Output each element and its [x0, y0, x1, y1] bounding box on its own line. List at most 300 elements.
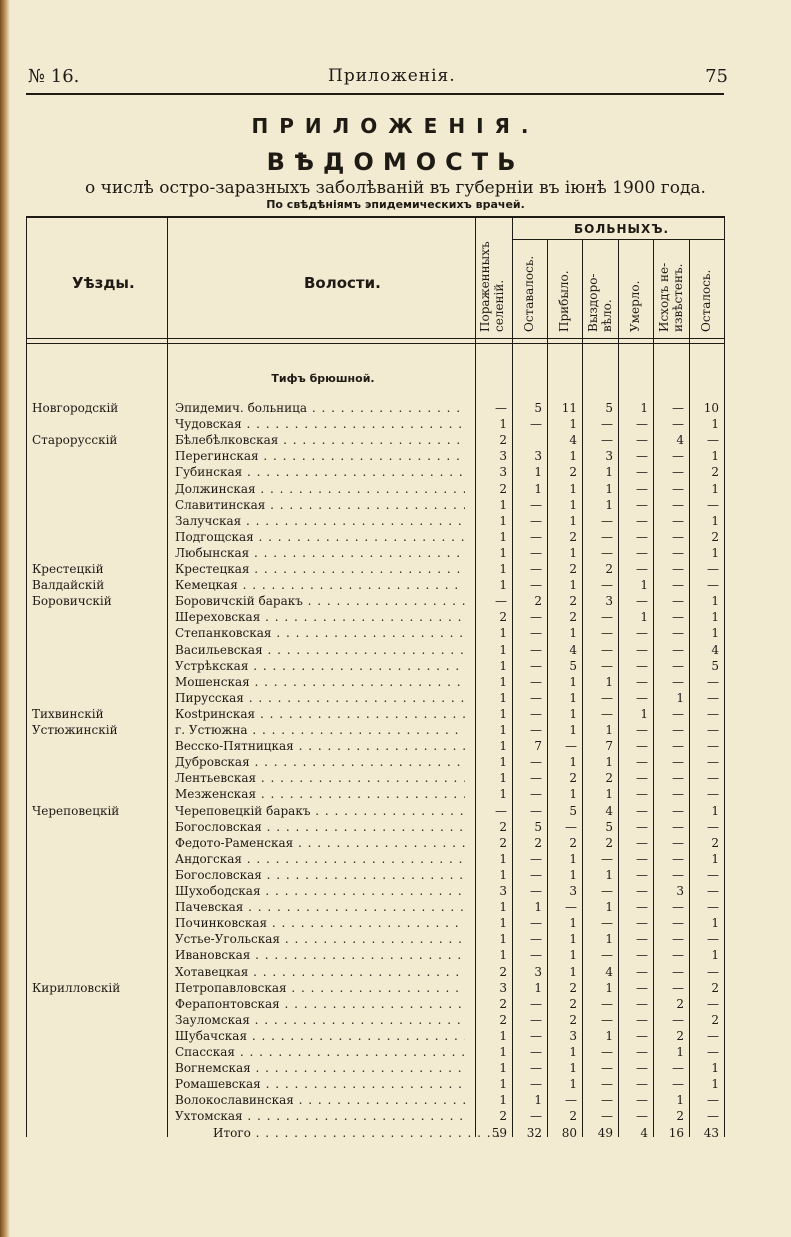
value-cell: 2 — [711, 980, 719, 995]
uezd-cell: Череповецкій — [32, 803, 120, 818]
value-cell: 1 — [605, 674, 613, 689]
value-cell: 1 — [569, 964, 577, 979]
value-cell: 1 — [605, 723, 613, 737]
value-cell: — — [636, 948, 648, 963]
value-cell: 5 — [569, 658, 577, 673]
value-cell: — — [672, 867, 684, 882]
value-cell: 2 — [711, 465, 719, 480]
value-cell: — — [636, 1109, 648, 1124]
value-cell: 1 — [499, 948, 507, 963]
value-cell: 2 — [605, 835, 613, 850]
value-cell: — — [707, 674, 719, 689]
value-cell: — — [565, 900, 577, 915]
value-cell: 1 — [499, 658, 507, 673]
value-cell: — — [636, 835, 648, 850]
value-cell: — — [530, 771, 542, 786]
value-cell: — — [530, 851, 542, 866]
value-cell: — — [530, 867, 542, 882]
table-row — [26, 706, 726, 723]
value-cell: 2 — [605, 771, 613, 786]
value-cell: 1 — [499, 851, 507, 866]
value-cell: 1 — [534, 465, 542, 480]
value-cell: — — [636, 980, 648, 995]
value-cell: — — [636, 723, 648, 737]
table-row — [26, 899, 726, 916]
value-cell: 7 — [605, 739, 613, 754]
volost-cell: Залучская . . . — [175, 513, 465, 530]
value-cell: 3 — [676, 884, 684, 898]
value-cell: — — [707, 996, 719, 1011]
value-cell: 1 — [711, 916, 719, 931]
value-cell: 2 — [569, 1012, 577, 1027]
value-cell: 3 — [605, 449, 613, 464]
value-cell: 5 — [569, 803, 577, 818]
value-cell: — — [707, 739, 719, 754]
value-cell: 1 — [569, 626, 577, 641]
value-cell: — — [707, 723, 719, 737]
value-cell: — — [636, 1045, 648, 1059]
table-row — [26, 642, 726, 659]
value-cell: — — [672, 851, 684, 866]
value-cell: — — [672, 739, 684, 754]
value-cell: 1 — [711, 948, 719, 963]
value-cell: 1 — [605, 787, 613, 802]
value-cell: 1 — [499, 723, 507, 737]
value-cell: 4 — [569, 433, 577, 448]
value-cell: — — [672, 401, 684, 415]
value-cell: 2 — [711, 835, 719, 850]
value-cell: 2 — [499, 1109, 507, 1124]
value-cell: 1 — [569, 706, 577, 721]
volost-cell: Вогнемская . . . — [175, 1060, 465, 1077]
table-row — [26, 448, 726, 465]
value-cell: — — [636, 1077, 648, 1092]
table-row — [26, 1092, 726, 1109]
table-row — [26, 738, 726, 755]
value-cell: 1 — [711, 449, 719, 464]
value-cell: — — [707, 932, 719, 947]
value-cell: — — [636, 1061, 648, 1076]
value-cell: — — [672, 900, 684, 915]
value-cell: — — [636, 755, 648, 770]
table-row — [26, 513, 726, 530]
volost-cell: Спасская . . . — [175, 1044, 465, 1061]
value-cell: — — [636, 771, 648, 786]
value-cell: 3 — [499, 449, 507, 464]
value-cell: — — [601, 626, 613, 641]
volost-cell: Весско-Пятницкая . . . — [175, 738, 465, 755]
value-cell: — — [672, 1012, 684, 1027]
table-row — [26, 1012, 726, 1029]
page-issue: № 16. — [28, 66, 80, 87]
value-cell: — — [530, 803, 542, 818]
value-cell: — — [530, 1061, 542, 1076]
value-cell: 1 — [640, 401, 648, 415]
volost-cell: Степанковская . . . — [175, 625, 465, 642]
value-cell: — — [707, 578, 719, 593]
value-cell: — — [636, 787, 648, 802]
value-cell: 1 — [569, 916, 577, 931]
table-row — [26, 625, 726, 642]
value-cell: — — [672, 626, 684, 641]
volost-cell: Подгощская . . . — [175, 529, 465, 546]
value-cell: — — [636, 964, 648, 979]
value-cell: 1 — [569, 1045, 577, 1059]
value-cell: 80 — [561, 1125, 577, 1140]
value-cell: — — [530, 642, 542, 657]
value-cell: 3 — [534, 964, 542, 979]
table-row — [26, 947, 726, 964]
value-cell: 10 — [703, 401, 719, 415]
value-cell: 4 — [569, 642, 577, 657]
value-cell: 2 — [569, 594, 577, 609]
table-row — [26, 996, 726, 1013]
value-cell: 2 — [499, 1012, 507, 1027]
value-cell: 2 — [499, 610, 507, 625]
table-row — [26, 980, 726, 997]
value-cell: 1 — [569, 1077, 577, 1092]
table-row — [26, 593, 726, 610]
table-row — [26, 416, 726, 433]
value-cell: — — [601, 1077, 613, 1092]
value-cell: — — [672, 916, 684, 931]
value-cell: 1 — [499, 706, 507, 721]
value-cell: — — [530, 610, 542, 625]
value-cell: — — [495, 401, 507, 415]
value-cell: — — [530, 529, 542, 544]
value-cell: — — [707, 771, 719, 786]
value-cell: — — [672, 819, 684, 834]
value-cell: — — [672, 594, 684, 609]
table-top-rule — [26, 216, 724, 218]
value-cell: — — [636, 449, 648, 464]
value-cell: — — [530, 932, 542, 947]
value-cell: — — [530, 690, 542, 705]
value-cell: — — [601, 642, 613, 657]
value-cell: 2 — [499, 835, 507, 850]
value-cell: 1 — [569, 723, 577, 737]
value-cell: — — [530, 545, 542, 560]
value-cell: 1 — [534, 900, 542, 915]
value-cell: 2 — [499, 819, 507, 834]
value-cell: 1 — [499, 900, 507, 915]
value-cell: 3 — [499, 980, 507, 995]
value-cell: 1 — [499, 513, 507, 528]
value-cell: 43 — [703, 1125, 719, 1140]
value-cell: 1 — [569, 497, 577, 512]
table-row — [26, 577, 726, 594]
volost-cell: Должинская . . . — [175, 481, 465, 498]
volost-cell: Лентьевская . . . — [175, 770, 465, 787]
value-cell: 4 — [605, 803, 613, 818]
value-cell: — — [707, 433, 719, 448]
value-cell: 2 — [569, 835, 577, 850]
value-cell: — — [707, 562, 719, 576]
value-cell: — — [530, 884, 542, 898]
header-arrived: Прибыло. — [557, 270, 571, 332]
value-cell: — — [672, 497, 684, 512]
value-cell: 1 — [711, 545, 719, 560]
value-cell: — — [707, 964, 719, 979]
value-cell: 1 — [499, 1077, 507, 1092]
header-left: Осталось. — [699, 269, 713, 332]
volost-cell: Чудовская . . . — [175, 416, 465, 433]
value-cell: 1 — [499, 932, 507, 947]
value-cell: — — [672, 771, 684, 786]
value-cell: 59 — [491, 1125, 507, 1140]
value-cell: — — [601, 948, 613, 963]
value-cell: — — [672, 562, 684, 576]
volost-cell: Мезженская . . . — [175, 786, 465, 803]
table-row — [26, 529, 726, 546]
value-cell: — — [672, 642, 684, 657]
table-row — [26, 464, 726, 481]
volost-cell: Пачевская . . . — [175, 899, 465, 916]
table-row — [26, 1108, 726, 1125]
value-cell: 1 — [499, 497, 507, 512]
table-row — [26, 803, 726, 820]
value-cell: 1 — [676, 1045, 684, 1059]
table-total-row — [26, 1125, 726, 1142]
value-cell: — — [707, 819, 719, 834]
value-cell: 1 — [569, 545, 577, 560]
value-cell: 2 — [569, 980, 577, 995]
value-cell: 4 — [711, 642, 719, 657]
value-cell: 2 — [499, 964, 507, 979]
value-cell: 1 — [499, 755, 507, 770]
value-cell: 3 — [499, 465, 507, 480]
value-cell: 1 — [569, 417, 577, 432]
value-cell: 1 — [605, 497, 613, 512]
disease-section-title: Тифъ брюшной. — [271, 372, 375, 385]
uezd-cell: Крестецкій — [32, 562, 104, 576]
value-cell: 1 — [534, 481, 542, 496]
value-cell: 7 — [534, 739, 542, 754]
value-cell: — — [636, 545, 648, 560]
table-row — [26, 658, 726, 675]
value-cell: — — [636, 803, 648, 818]
value-cell: — — [672, 529, 684, 544]
value-cell: — — [672, 964, 684, 979]
volost-cell: Ухтомская . . . — [175, 1108, 465, 1125]
value-cell: 2 — [676, 996, 684, 1011]
value-cell: — — [565, 739, 577, 754]
value-cell: — — [495, 594, 507, 609]
data-source: По свѣдѣніямъ эпидемическихъ врачей. — [266, 198, 525, 211]
value-cell: — — [636, 1093, 648, 1108]
value-cell: — — [530, 578, 542, 593]
volost-cell: Эпидемич. больница . . . — [175, 400, 465, 417]
volost-cell: Зауломская . . . — [175, 1012, 465, 1029]
value-cell: — — [636, 1012, 648, 1027]
value-cell: 1 — [605, 932, 613, 947]
volost-cell: Хотавецкая . . . — [175, 964, 465, 981]
volost-cell: Пирусская . . . — [175, 690, 465, 707]
table-row — [26, 819, 726, 836]
value-cell: — — [530, 787, 542, 802]
value-cell: — — [495, 803, 507, 818]
volost-cell: Волокославинская . . . — [175, 1092, 465, 1109]
value-cell: — — [636, 642, 648, 657]
volost-cell: Петропавловская . . . — [175, 980, 465, 997]
value-cell: — — [636, 900, 648, 915]
uezd-cell: Кирилловскій — [32, 980, 121, 995]
value-cell: 3 — [569, 884, 577, 898]
volost-cell: Устрѣкская . . . — [175, 658, 465, 675]
value-cell: 1 — [605, 755, 613, 770]
volost-cell: Федото-Раменская . . . — [175, 835, 465, 852]
value-cell: 1 — [499, 916, 507, 931]
volost-cell: Любынская . . . — [175, 545, 465, 562]
value-cell: — — [672, 723, 684, 737]
value-cell: — — [601, 658, 613, 673]
value-cell: 1 — [640, 610, 648, 625]
table-row — [26, 851, 726, 868]
value-cell: 1 — [711, 851, 719, 866]
value-cell: 11 — [561, 401, 577, 415]
uezd-cell: Тихвинскій — [32, 706, 104, 721]
value-cell: — — [530, 755, 542, 770]
value-cell: — — [707, 787, 719, 802]
table-row — [26, 674, 726, 691]
volost-cell: Ивановская . . . — [175, 947, 465, 964]
value-cell: 1 — [534, 980, 542, 995]
value-cell: — — [672, 1077, 684, 1092]
value-cell: 1 — [569, 513, 577, 528]
value-cell: — — [530, 513, 542, 528]
value-cell: 1 — [499, 690, 507, 705]
table-row — [26, 1044, 726, 1061]
value-cell: — — [601, 417, 613, 432]
header-bottom-rule — [26, 338, 724, 339]
value-cell: 1 — [569, 948, 577, 963]
value-cell: 2 — [499, 481, 507, 496]
volost-cell: Мошенская . . . — [175, 674, 465, 691]
value-cell: 2 — [569, 529, 577, 544]
header-remained: Оставалось. — [522, 255, 536, 332]
volost-cell: Кostринская . . . — [175, 706, 465, 723]
value-cell: — — [601, 610, 613, 625]
value-cell: 3 — [534, 449, 542, 464]
value-cell: — — [672, 481, 684, 496]
value-cell: 1 — [569, 851, 577, 866]
value-cell: — — [636, 819, 648, 834]
value-cell: — — [601, 1012, 613, 1027]
value-cell: 1 — [499, 867, 507, 882]
value-cell: 2 — [605, 562, 613, 576]
table-row — [26, 481, 726, 498]
value-cell: 1 — [676, 690, 684, 705]
value-cell: — — [636, 433, 648, 448]
table-row — [26, 1028, 726, 1045]
value-cell: — — [530, 723, 542, 737]
value-cell: — — [672, 610, 684, 625]
value-cell: — — [601, 433, 613, 448]
value-cell: 1 — [640, 706, 648, 721]
value-cell: — — [601, 851, 613, 866]
value-cell: — — [672, 578, 684, 593]
value-cell: — — [601, 1061, 613, 1076]
value-cell: 1 — [499, 1045, 507, 1059]
uezd-cell: Устюжинскій — [32, 723, 118, 737]
uezd-cell: Боровичскій — [32, 594, 112, 609]
value-cell: — — [636, 529, 648, 544]
value-cell: 1 — [499, 545, 507, 560]
value-cell: — — [601, 545, 613, 560]
value-cell: 1 — [569, 1061, 577, 1076]
value-cell: 1 — [499, 417, 507, 432]
value-cell: — — [672, 755, 684, 770]
value-cell: — — [636, 674, 648, 689]
value-cell: 1 — [569, 787, 577, 802]
volost-cell: Богословская . . . — [175, 867, 465, 884]
volost-cell: Устье-Угольская . . . — [175, 931, 465, 948]
value-cell: 1 — [711, 626, 719, 641]
table-row — [26, 770, 726, 787]
value-cell: — — [601, 513, 613, 528]
value-cell: 5 — [534, 401, 542, 415]
volost-cell: Ромашевская . . . — [175, 1076, 465, 1093]
table-row — [26, 964, 726, 981]
value-cell: 1 — [605, 867, 613, 882]
table-row — [26, 400, 726, 417]
value-cell: — — [707, 755, 719, 770]
value-cell: — — [672, 658, 684, 673]
value-cell: — — [672, 1061, 684, 1076]
value-cell: 1 — [569, 449, 577, 464]
value-cell: 2 — [676, 1109, 684, 1124]
value-cell: — — [530, 562, 542, 576]
value-cell: 1 — [605, 481, 613, 496]
header-uezd: Уѣзды. — [72, 274, 135, 292]
value-cell: 1 — [605, 900, 613, 915]
volost-cell: Шереховская . . . — [175, 609, 465, 626]
value-cell: 1 — [499, 642, 507, 657]
value-cell: — — [636, 497, 648, 512]
uezd-cell: Новгородскій — [32, 401, 119, 415]
value-cell: 1 — [711, 481, 719, 496]
value-cell: 4 — [676, 433, 684, 448]
volost-cell: Васильевская . . . — [175, 642, 465, 659]
value-cell: — — [601, 1045, 613, 1059]
value-cell: 1 — [499, 1061, 507, 1076]
value-cell: 1 — [569, 867, 577, 882]
header-rule — [26, 93, 724, 95]
volost-cell: Боровичскій баракъ . . . — [175, 593, 465, 610]
value-cell: 1 — [711, 803, 719, 818]
header-patients-group: БОЛЬНЫХЪ. — [574, 222, 670, 236]
value-cell: 1 — [499, 1028, 507, 1043]
value-cell: — — [636, 465, 648, 480]
value-cell: 1 — [499, 1093, 507, 1108]
page-number: 75 — [705, 66, 728, 87]
value-cell: 5 — [534, 819, 542, 834]
volost-cell: Богословская . . . — [175, 819, 465, 836]
volost-cell: Крестецкая . . . — [175, 561, 465, 578]
table-row — [26, 786, 726, 803]
value-cell: 1 — [711, 594, 719, 609]
value-cell: 1 — [569, 481, 577, 496]
value-cell: 4 — [605, 964, 613, 979]
volost-cell: Итого . . . — [175, 1125, 503, 1142]
value-cell: — — [707, 690, 719, 705]
volost-cell: Ферапонтовская . . . — [175, 996, 465, 1013]
volost-cell: Губинская . . . — [175, 464, 465, 481]
header-recovered: Выздоро-вѣло. — [586, 273, 614, 332]
uezd-cell: Валдайскій — [32, 578, 105, 593]
table-row — [26, 883, 726, 900]
value-cell: 1 — [499, 626, 507, 641]
